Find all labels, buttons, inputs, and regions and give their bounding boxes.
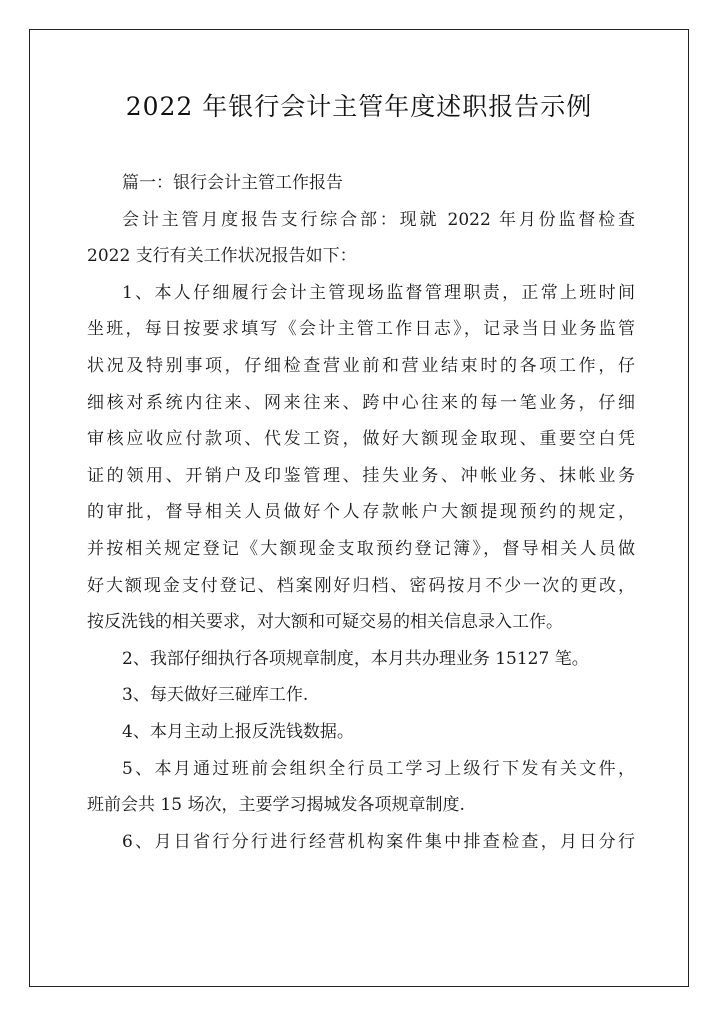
paragraph-line: 会计主管月度报告支行综合部：现就 2022 年月份监督检查 [122, 209, 635, 230]
document-body [87, 165, 635, 860]
paragraph-line: 好大额现金支付登记、档案刚好归档、密码按月不少一次的更改， [87, 575, 635, 596]
paragraph-line: 3、每天做好三碰库工作. [122, 685, 309, 706]
paragraph-line: 按反洗钱的相关要求，对大额和可疑交易的相关信息录入工作。 [87, 612, 563, 633]
paragraph-line: 2、我部仔细执行各项规章制度，本月共办理业务 15127 笔。 [122, 648, 589, 669]
paragraph-line: 5、本月通过班前会组织全行员工学习上级行下发有关文件， [122, 758, 635, 779]
paragraph-line: 审核应收应付款项、代发工资，做好大额现金取现、重要空白凭 [87, 429, 635, 450]
paragraph-line: 并按相关规定登记《大额现金支取预约登记簿》，督导相关人员做 [87, 538, 635, 559]
document-title: 2022 年银行会计主管年度述职报告示例 [125, 92, 593, 121]
section-heading: 篇一：银行会计主管工作报告 [122, 173, 343, 193]
paragraph-line: 6、月日省行分行进行经营机构案件集中排查检查，月日分行 [122, 831, 635, 852]
paragraph-line: 4、本月主动上报反洗钱数据。 [122, 721, 354, 742]
paragraph-line: 状况及特别事项，仔细检查营业前和营业结束时的各项工作，仔 [87, 355, 635, 376]
paragraph-line: 的审批，督导相关人员做好个人存款帐户大额提现预约的规定， [87, 502, 635, 523]
paragraph-line: 证的领用、开销户及印鉴管理、挂失业务、冲帐业务、抹帐业务 [87, 465, 635, 486]
paragraph-line: 细核对系统内往来、网来往来、跨中心往来的每一笔业务，仔细 [87, 392, 635, 413]
paragraph-line: 坐班，每日按要求填写《会计主管工作日志》，记录当日业务监管 [87, 319, 635, 340]
paragraph-line: 1、本人仔细履行会计主管现场监督管理职责，正常上班时间 [122, 282, 635, 303]
paragraph-line: 2022 支行有关工作状况报告如下： [87, 246, 357, 267]
paragraph-line: 班前会共 15 场次，主要学习揭城发各项规章制度. [87, 795, 465, 816]
